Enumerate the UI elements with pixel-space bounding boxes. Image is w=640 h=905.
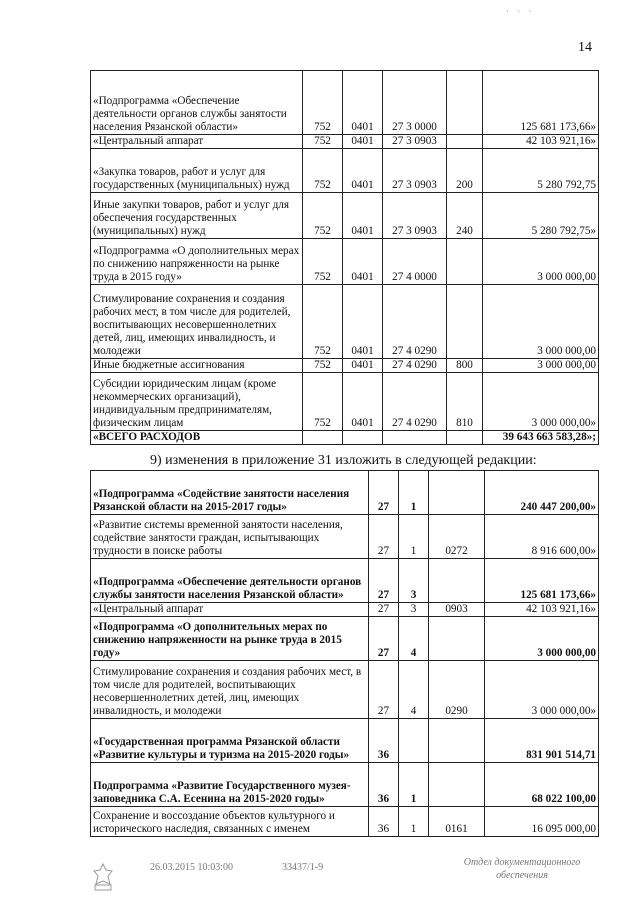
- table-row: [91, 193, 599, 239]
- cell-direction: 0272: [429, 515, 485, 559]
- cell-expense-type: 200: [447, 149, 483, 193]
- cell-target-item: 27 4 0290: [383, 359, 447, 373]
- cell-target-item: 27 4 0290: [383, 373, 447, 431]
- cell-code: 752: [303, 149, 343, 193]
- cell-direction: [429, 617, 485, 661]
- cell-section: 0401: [343, 285, 383, 359]
- table-row: [91, 617, 599, 661]
- row-name: Подпрограмма «Развитие Государственного музея-заповедника С.А. Есенина на 2015-2020 годы»: [91, 763, 369, 807]
- cell-expense-type: [447, 285, 483, 359]
- cell-subprogram: 1: [399, 471, 429, 515]
- cell-target-item: 27 3 0000: [383, 71, 447, 135]
- table-row: [91, 471, 599, 515]
- row-name: «Подпрограмма «Обеспечение деятельности органов службы занятости населения Рязанской области»: [91, 559, 369, 603]
- cell-subprogram: 1: [399, 515, 429, 559]
- cell-expense-type: 810: [447, 373, 483, 431]
- cell-program: 36: [369, 763, 399, 807]
- cell-direction: [429, 471, 485, 515]
- cell-program: 27: [369, 661, 399, 719]
- cell-program: 27: [369, 559, 399, 603]
- cell-target-item: 27 4 0290: [383, 285, 447, 359]
- cell-section: 0401: [343, 239, 383, 285]
- table-row: [91, 515, 599, 559]
- row-name: «Развитие системы временной занятости населения, содействие занятости граждан, испытывающих трудности в поиске работы: [91, 515, 369, 559]
- cell-expense-type: [447, 71, 483, 135]
- cell-code: 752: [303, 373, 343, 431]
- page-number: 14: [578, 40, 592, 55]
- cell-direction: 0290: [429, 661, 485, 719]
- cell-amount: 16 095 000,00: [485, 807, 599, 837]
- cell-amount: 3 000 000,00: [483, 239, 599, 285]
- table-row: [91, 135, 599, 149]
- top-marks: · · ·: [506, 6, 535, 16]
- cell-target-item: 27 3 0903: [383, 135, 447, 149]
- cell-expense-type: [447, 431, 483, 445]
- cell-amount: 3 000 000,00: [485, 617, 599, 661]
- cell-target-item: 27 3 0903: [383, 149, 447, 193]
- footer-doc-id: 33437/1-9: [282, 862, 324, 873]
- cell-subprogram: 1: [399, 763, 429, 807]
- cell-expense-type: 240: [447, 193, 483, 239]
- cell-amount: 68 022 100,00: [485, 763, 599, 807]
- row-name: «Центральный аппарат: [91, 135, 303, 149]
- cell-program: 27: [369, 603, 399, 617]
- row-name: Стимулирование сохранения и создания рабочих мест, в том числе для родителей, воспитывающих несовершеннолетних детей, лиц, имеющих инвалидность, и молодежи: [91, 661, 369, 719]
- cell-expense-type: [447, 239, 483, 285]
- table-row: [91, 763, 599, 807]
- cell-expense-type: 800: [447, 359, 483, 373]
- cell-section: 0401: [343, 359, 383, 373]
- table-row: [91, 661, 599, 719]
- table-row: [91, 431, 599, 445]
- cell-amount: 5 280 792,75»: [483, 193, 599, 239]
- row-name: «ВСЕГО РАСХОДОВ: [91, 431, 303, 445]
- cell-section: 0401: [343, 373, 383, 431]
- amendment-caption: 9) изменения в приложение 31 изложить в следующей редакции:: [150, 453, 537, 468]
- table-row: [91, 239, 599, 285]
- cell-amount: 39 643 663 583,28»;: [483, 431, 599, 445]
- department-stamp: Отдел документационного обеспечения: [463, 857, 581, 881]
- cell-code: 752: [303, 239, 343, 285]
- cell-subprogram: 4: [399, 661, 429, 719]
- cell-section: 0401: [343, 149, 383, 193]
- cell-program: 36: [369, 719, 399, 763]
- budget-table-2: [90, 470, 599, 837]
- table-row: [91, 603, 599, 617]
- cell-amount: 831 901 514,71: [485, 719, 599, 763]
- cell-amount: 42 103 921,16»: [483, 135, 599, 149]
- cell-target-item: 27 3 0903: [383, 193, 447, 239]
- cell-target-item: [383, 431, 447, 445]
- cell-subprogram: 3: [399, 603, 429, 617]
- cell-amount: 240 447 200,00»: [485, 471, 599, 515]
- cell-direction: 0903: [429, 603, 485, 617]
- cell-subprogram: 4: [399, 617, 429, 661]
- table-row: [91, 71, 599, 135]
- row-name: Сохранение и воссоздание объектов культурного и исторического наследия, связанных с именем: [91, 807, 369, 837]
- cell-expense-type: [447, 135, 483, 149]
- emblem-icon: [88, 862, 118, 892]
- cell-target-item: 27 4 0000: [383, 239, 447, 285]
- cell-program: 27: [369, 617, 399, 661]
- row-name: Субсидии юридическим лицам (кроме некоммерческих организаций), индивидуальным предпринимателям, физическим лицам: [91, 373, 303, 431]
- row-name: «Подпрограмма «Обеспечение деятельности органов службы занятости населения Рязанской области»: [91, 71, 303, 135]
- row-name: Стимулирование сохранения и создания рабочих мест, в том числе для родителей, воспитывающих несовершеннолетних детей, лиц, имеющих инвалидность, и молодежи: [91, 285, 303, 359]
- cell-section: 0401: [343, 135, 383, 149]
- cell-amount: 42 103 921,16»: [485, 603, 599, 617]
- cell-subprogram: 3: [399, 559, 429, 603]
- row-name: «Подпрограмма «О дополнительных мерах по снижению напряженности на рынке труда в 2015 году»: [91, 617, 369, 661]
- cell-direction: [429, 559, 485, 603]
- table-row: [91, 373, 599, 431]
- table-row: [91, 719, 599, 763]
- table-row: [91, 149, 599, 193]
- row-name: «Закупка товаров, работ и услуг для государственных (муниципальных) нужд: [91, 149, 303, 193]
- cell-amount: 125 681 173,66»: [485, 559, 599, 603]
- cell-section: 0401: [343, 193, 383, 239]
- cell-direction: [429, 763, 485, 807]
- row-name: «Центральный аппарат: [91, 603, 369, 617]
- cell-code: 752: [303, 71, 343, 135]
- cell-subprogram: 1: [399, 807, 429, 837]
- budget-table-1: [90, 70, 599, 445]
- row-name: «Подпрограмма «О дополнительных мерах по снижению напряженности на рынке труда в 2015 году»: [91, 239, 303, 285]
- cell-code: [303, 431, 343, 445]
- table-row: [91, 559, 599, 603]
- cell-amount: 125 681 173,66»: [483, 71, 599, 135]
- cell-code: 752: [303, 193, 343, 239]
- cell-code: 752: [303, 135, 343, 149]
- cell-program: 27: [369, 471, 399, 515]
- row-name: «Государственная программа Рязанской области «Развитие культуры и туризма на 2015-2020 годы»: [91, 719, 369, 763]
- table-row: [91, 807, 599, 837]
- row-name: «Подпрограмма «Содействие занятости населения Рязанской области на 2015-2017 годы»: [91, 471, 369, 515]
- cell-amount: 3 000 000,00»: [483, 373, 599, 431]
- cell-section: [343, 431, 383, 445]
- cell-section: 0401: [343, 71, 383, 135]
- cell-code: 752: [303, 359, 343, 373]
- cell-amount: 5 280 792,75: [483, 149, 599, 193]
- cell-amount: 8 916 600,00»: [485, 515, 599, 559]
- cell-amount: 3 000 000,00: [483, 285, 599, 359]
- table-row: [91, 359, 599, 373]
- cell-subprogram: [399, 719, 429, 763]
- row-name: Иные закупки товаров, работ и услуг для обеспечения государственных (муниципальных) нужд: [91, 193, 303, 239]
- cell-amount: 3 000 000,00: [483, 359, 599, 373]
- cell-amount: 3 000 000,00»: [485, 661, 599, 719]
- cell-program: 36: [369, 807, 399, 837]
- cell-code: 752: [303, 285, 343, 359]
- table-row: [91, 285, 599, 359]
- cell-direction: 0161: [429, 807, 485, 837]
- cell-direction: [429, 719, 485, 763]
- cell-program: 27: [369, 515, 399, 559]
- footer-datetime: 26.03.2015 10:03:00: [150, 862, 234, 873]
- row-name: Иные бюджетные ассигнования: [91, 359, 303, 373]
